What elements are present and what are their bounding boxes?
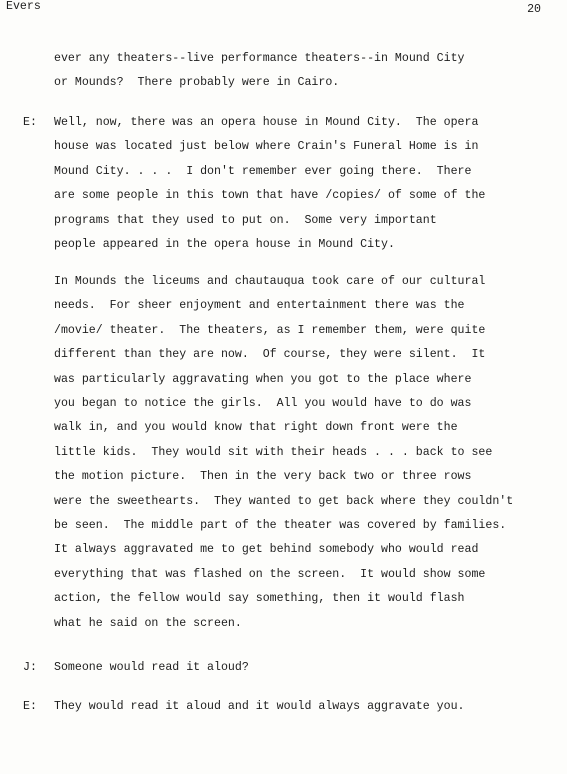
text-line: /movie/ theater. The theaters, as I remember them, were quite (54, 323, 486, 337)
text-line: people appeared in the opera house in Mound City. (54, 238, 395, 252)
text-line: different than they are now. Of course, they were silent. It (54, 348, 486, 362)
page-header-name: Evers (6, 0, 41, 13)
paragraph-mounds-theaters (54, 270, 554, 636)
text-line: were the sweethearts. They wanted to get back where they couldn't (54, 494, 514, 508)
text-line: They would read it aloud and it would always aggravate you. (54, 700, 465, 713)
page-number: 20 (527, 3, 541, 16)
text-line: Well, now, there was an opera house in Mound City. The opera (54, 116, 479, 129)
text-line: In Mounds the liceums and chautauqua took care of our cultural (54, 275, 486, 288)
text-line: ever any theaters--live performance theaters--in Mound City (54, 52, 465, 65)
text-line: action, the fellow would say something, then it would flash (54, 592, 465, 606)
speaker-label: E: (23, 116, 37, 129)
text-line: everything that was flashed on the screen. It would show some (54, 567, 486, 581)
text-line: are some people in this town that have /copies/ of some of the (54, 189, 486, 203)
text-line: be seen. The middle part of the theater was covered by families. (54, 519, 507, 533)
text-line: you began to notice the girls. All you would have to do was (54, 397, 472, 411)
speaker-label: E: (23, 700, 37, 713)
text-line: needs. For sheer enjoyment and entertainment there was the (54, 299, 465, 313)
text-line: the motion picture. Then in the very back two or three rows (54, 470, 472, 484)
text-line: what he said on the screen. (54, 616, 242, 630)
text-line: or Mounds? There probably were in Cairo. (54, 76, 340, 90)
text-line: walk in, and you would know that right down front were the (54, 421, 458, 435)
paragraph-question (54, 656, 554, 680)
paragraph-continuation (54, 47, 554, 96)
paragraph-answer (54, 695, 554, 719)
text-line: house was located just below where Crain's Funeral Home is in (54, 140, 479, 154)
paragraph-evers-opera-house (54, 111, 554, 257)
text-line: little kids. They would sit with their heads . . . back to see (54, 445, 493, 459)
text-line: was particularly aggravating when you got to the place where (54, 372, 472, 386)
text-line: It always aggravated me to get behind somebody who would read (54, 543, 479, 557)
speaker-label: J: (23, 661, 37, 674)
text-line: Someone would read it aloud? (54, 661, 249, 674)
text-line: programs that they used to put on. Some very important (54, 213, 437, 227)
text-line: Mound City. . . . I don't remember ever going there. There (54, 164, 472, 178)
